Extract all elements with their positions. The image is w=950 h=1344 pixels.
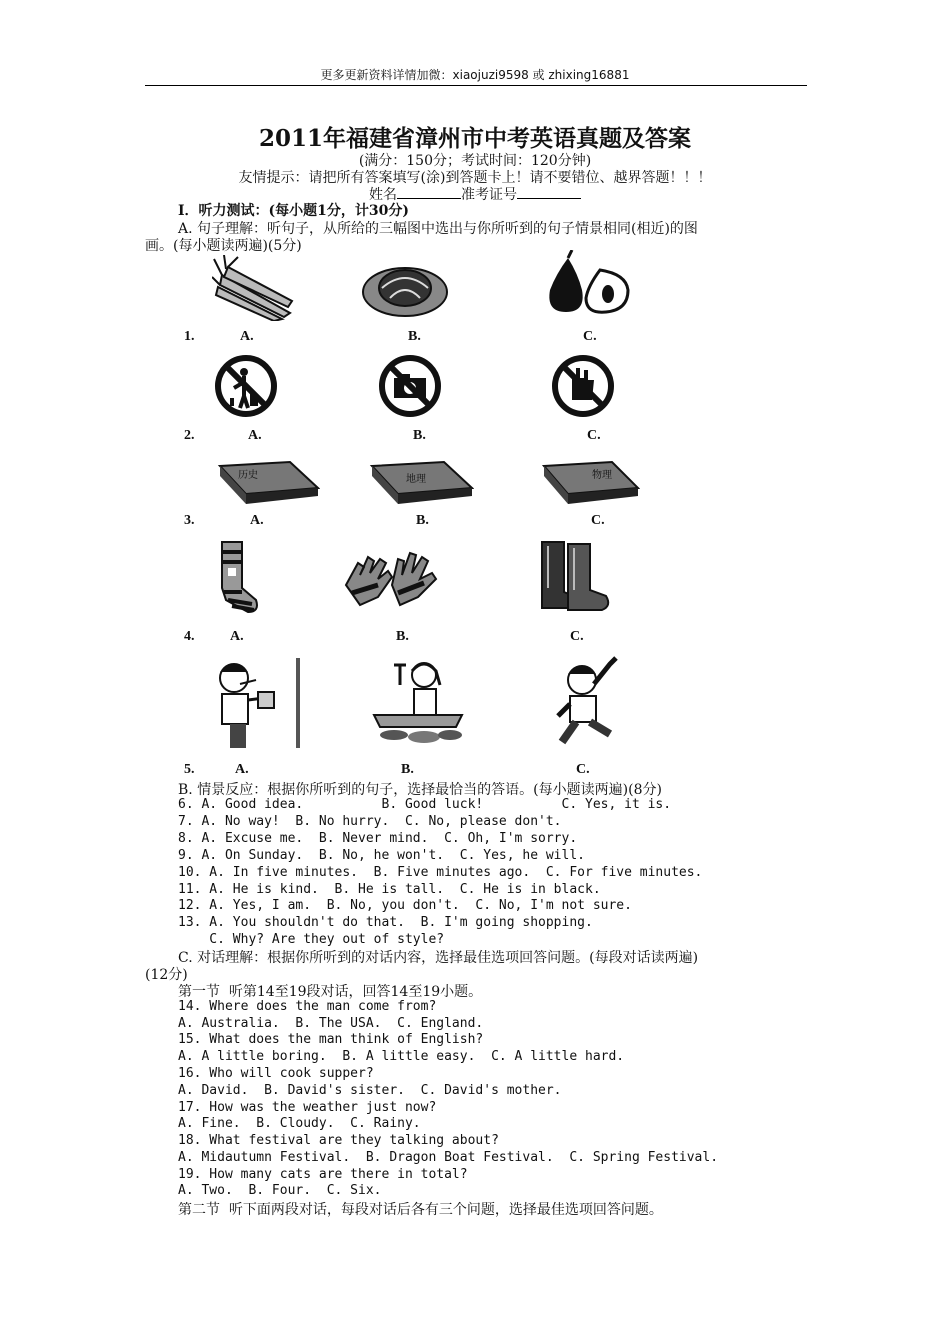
question-18-options: A. Midautumn Festival. B. Dragon Boat Festival. C. Spring Festival. — [178, 1150, 719, 1165]
no-littering-sign-icon — [214, 354, 278, 418]
row-1-option-b: B. — [408, 329, 421, 344]
question-18: 18. What festival are they talking about? — [178, 1133, 499, 1148]
header-rule — [145, 85, 807, 86]
row-3-option-c: C. — [591, 513, 605, 528]
row-3-option-a: A. — [250, 513, 264, 528]
boy-exercising-icon — [546, 656, 630, 748]
row-3-number: 3. — [184, 513, 195, 528]
history-book-title: 历史 — [238, 470, 258, 481]
question-16: 16. Who will cook supper? — [178, 1066, 374, 1081]
name-line — [0, 184, 950, 204]
socks-icon — [212, 538, 268, 618]
row-1-option-a: A. — [240, 329, 254, 344]
girl-washing-dishes-icon — [370, 655, 466, 749]
physics-book-title: 物理 — [592, 470, 612, 481]
row-2-option-c: C. — [587, 428, 601, 443]
row-4-number: 4. — [184, 629, 195, 644]
question-19: 19. How many cats are there in total? — [178, 1167, 468, 1182]
question-17-options: A. Fine. B. Cloudy. C. Rainy. — [178, 1116, 421, 1131]
carrots-icon — [212, 255, 298, 321]
question-11: 11. A. He is kind. B. He is tall. C. He is in black. — [178, 882, 601, 897]
geography-book-title: 地理 — [406, 474, 426, 485]
name-label: 姓名 — [369, 187, 397, 203]
part-a-instruction-cont: 画。(每小题读两遍)(5分) — [145, 238, 302, 254]
question-9: 9. A. On Sunday. B. No, he won't. C. Yes, he will. — [178, 848, 585, 863]
question-8: 8. A. Excuse me. B. Never mind. C. Oh, I'm sorry. — [178, 831, 578, 846]
question-15: 15. What does the man think of English? — [178, 1032, 484, 1047]
question-15-options: A. A little boring. B. A little easy. C. A little hard. — [178, 1049, 625, 1064]
part-b-instruction: B. 情景反应：根据你所听到的句子，选择最恰当的答语。(每小题读两遍)(8分) — [178, 782, 662, 798]
physics-book-icon — [540, 458, 640, 508]
question-17: 17. How was the weather just now? — [178, 1100, 437, 1115]
part-c-instruction: C. 对话理解：根据你所听到的对话内容，选择最佳选项回答问题。(每段对话读两遍) — [178, 950, 699, 966]
row-5-number: 5. — [184, 762, 195, 777]
geography-book-icon — [368, 458, 474, 508]
score-info: (满分：150分；考试时间：120分钟) — [358, 153, 592, 169]
question-13-option-c: C. Why? Are they out of style? — [178, 932, 445, 947]
part-a-instruction: A. 句子理解：听句子，从所给的三幅图中选出与你所听到的句子情景相同(相近)的图 — [178, 221, 698, 237]
section-2-heading: 第二节 听下面两段对话，每段对话后各有三个问题，选择最佳选项回答问题。 — [178, 1202, 663, 1218]
question-19-options: A. Two. B. Four. C. Six. — [178, 1183, 382, 1198]
gloves-icon — [338, 545, 444, 617]
question-14: 14. Where does the man come from? — [178, 999, 437, 1014]
row-1-option-c: C. — [583, 329, 597, 344]
row-5-option-a: A. — [235, 762, 249, 777]
row-4-option-a: A. — [230, 629, 244, 644]
row-2-option-b: B. — [413, 428, 426, 443]
boy-brushing-teeth-icon — [204, 656, 308, 750]
section-1-title: Ⅰ．听力测试：(每小题1分，计30分) — [178, 203, 410, 219]
page-header: 更多更新资料详情加微：xiaojuzi9598 或 zhixing16881 — [320, 68, 630, 82]
exam-no-label: 准考证号 — [461, 187, 517, 203]
cabbage-icon — [360, 258, 450, 320]
no-touching-sign-icon — [550, 350, 616, 418]
exam-no-blank — [517, 186, 581, 199]
row-4-option-c: C. — [570, 629, 584, 644]
question-7: 7. A. No way! B. No hurry. C. No, please don't. — [178, 814, 562, 829]
exam-notice: 友情提示：请把所有答案填写(涂)到答题卡上！请不要错位、越界答题！！！ — [238, 170, 712, 186]
question-16-options: A. David. B. David's sister. C. David's mother. — [178, 1083, 562, 1098]
row-2-number: 2. — [184, 428, 195, 443]
section-1-heading: 第一节 听第14至19段对话，回答14至19小题。 — [178, 984, 483, 1000]
page-title: 2011年福建省漳州市中考英语真题及答案 — [258, 125, 691, 152]
question-12: 12. A. Yes, I am. B. No, you don't. C. No, I'm not sure. — [178, 898, 632, 913]
boots-icon — [536, 540, 614, 614]
question-6: 6. A. Good idea. B. Good luck! C. Yes, it is. — [178, 797, 672, 812]
name-blank — [397, 186, 461, 199]
question-13: 13. A. You shouldn't do that. B. I'm going shopping. — [178, 915, 593, 930]
part-c-instruction-cont: (12分) — [145, 967, 188, 983]
row-5-option-b: B. — [401, 762, 414, 777]
no-photos-sign-icon — [378, 354, 442, 418]
row-1-number: 1. — [184, 329, 195, 344]
row-4-option-b: B. — [396, 629, 409, 644]
row-2-option-a: A. — [248, 428, 262, 443]
history-book-icon — [216, 458, 320, 508]
row-5-option-c: C. — [576, 762, 590, 777]
pear-icon — [542, 250, 634, 316]
row-3-option-b: B. — [416, 513, 429, 528]
question-10: 10. A. In five minutes. B. Five minutes ago. C. For five minutes. — [178, 865, 703, 880]
question-14-options: A. Australia. B. The USA. C. England. — [178, 1016, 484, 1031]
